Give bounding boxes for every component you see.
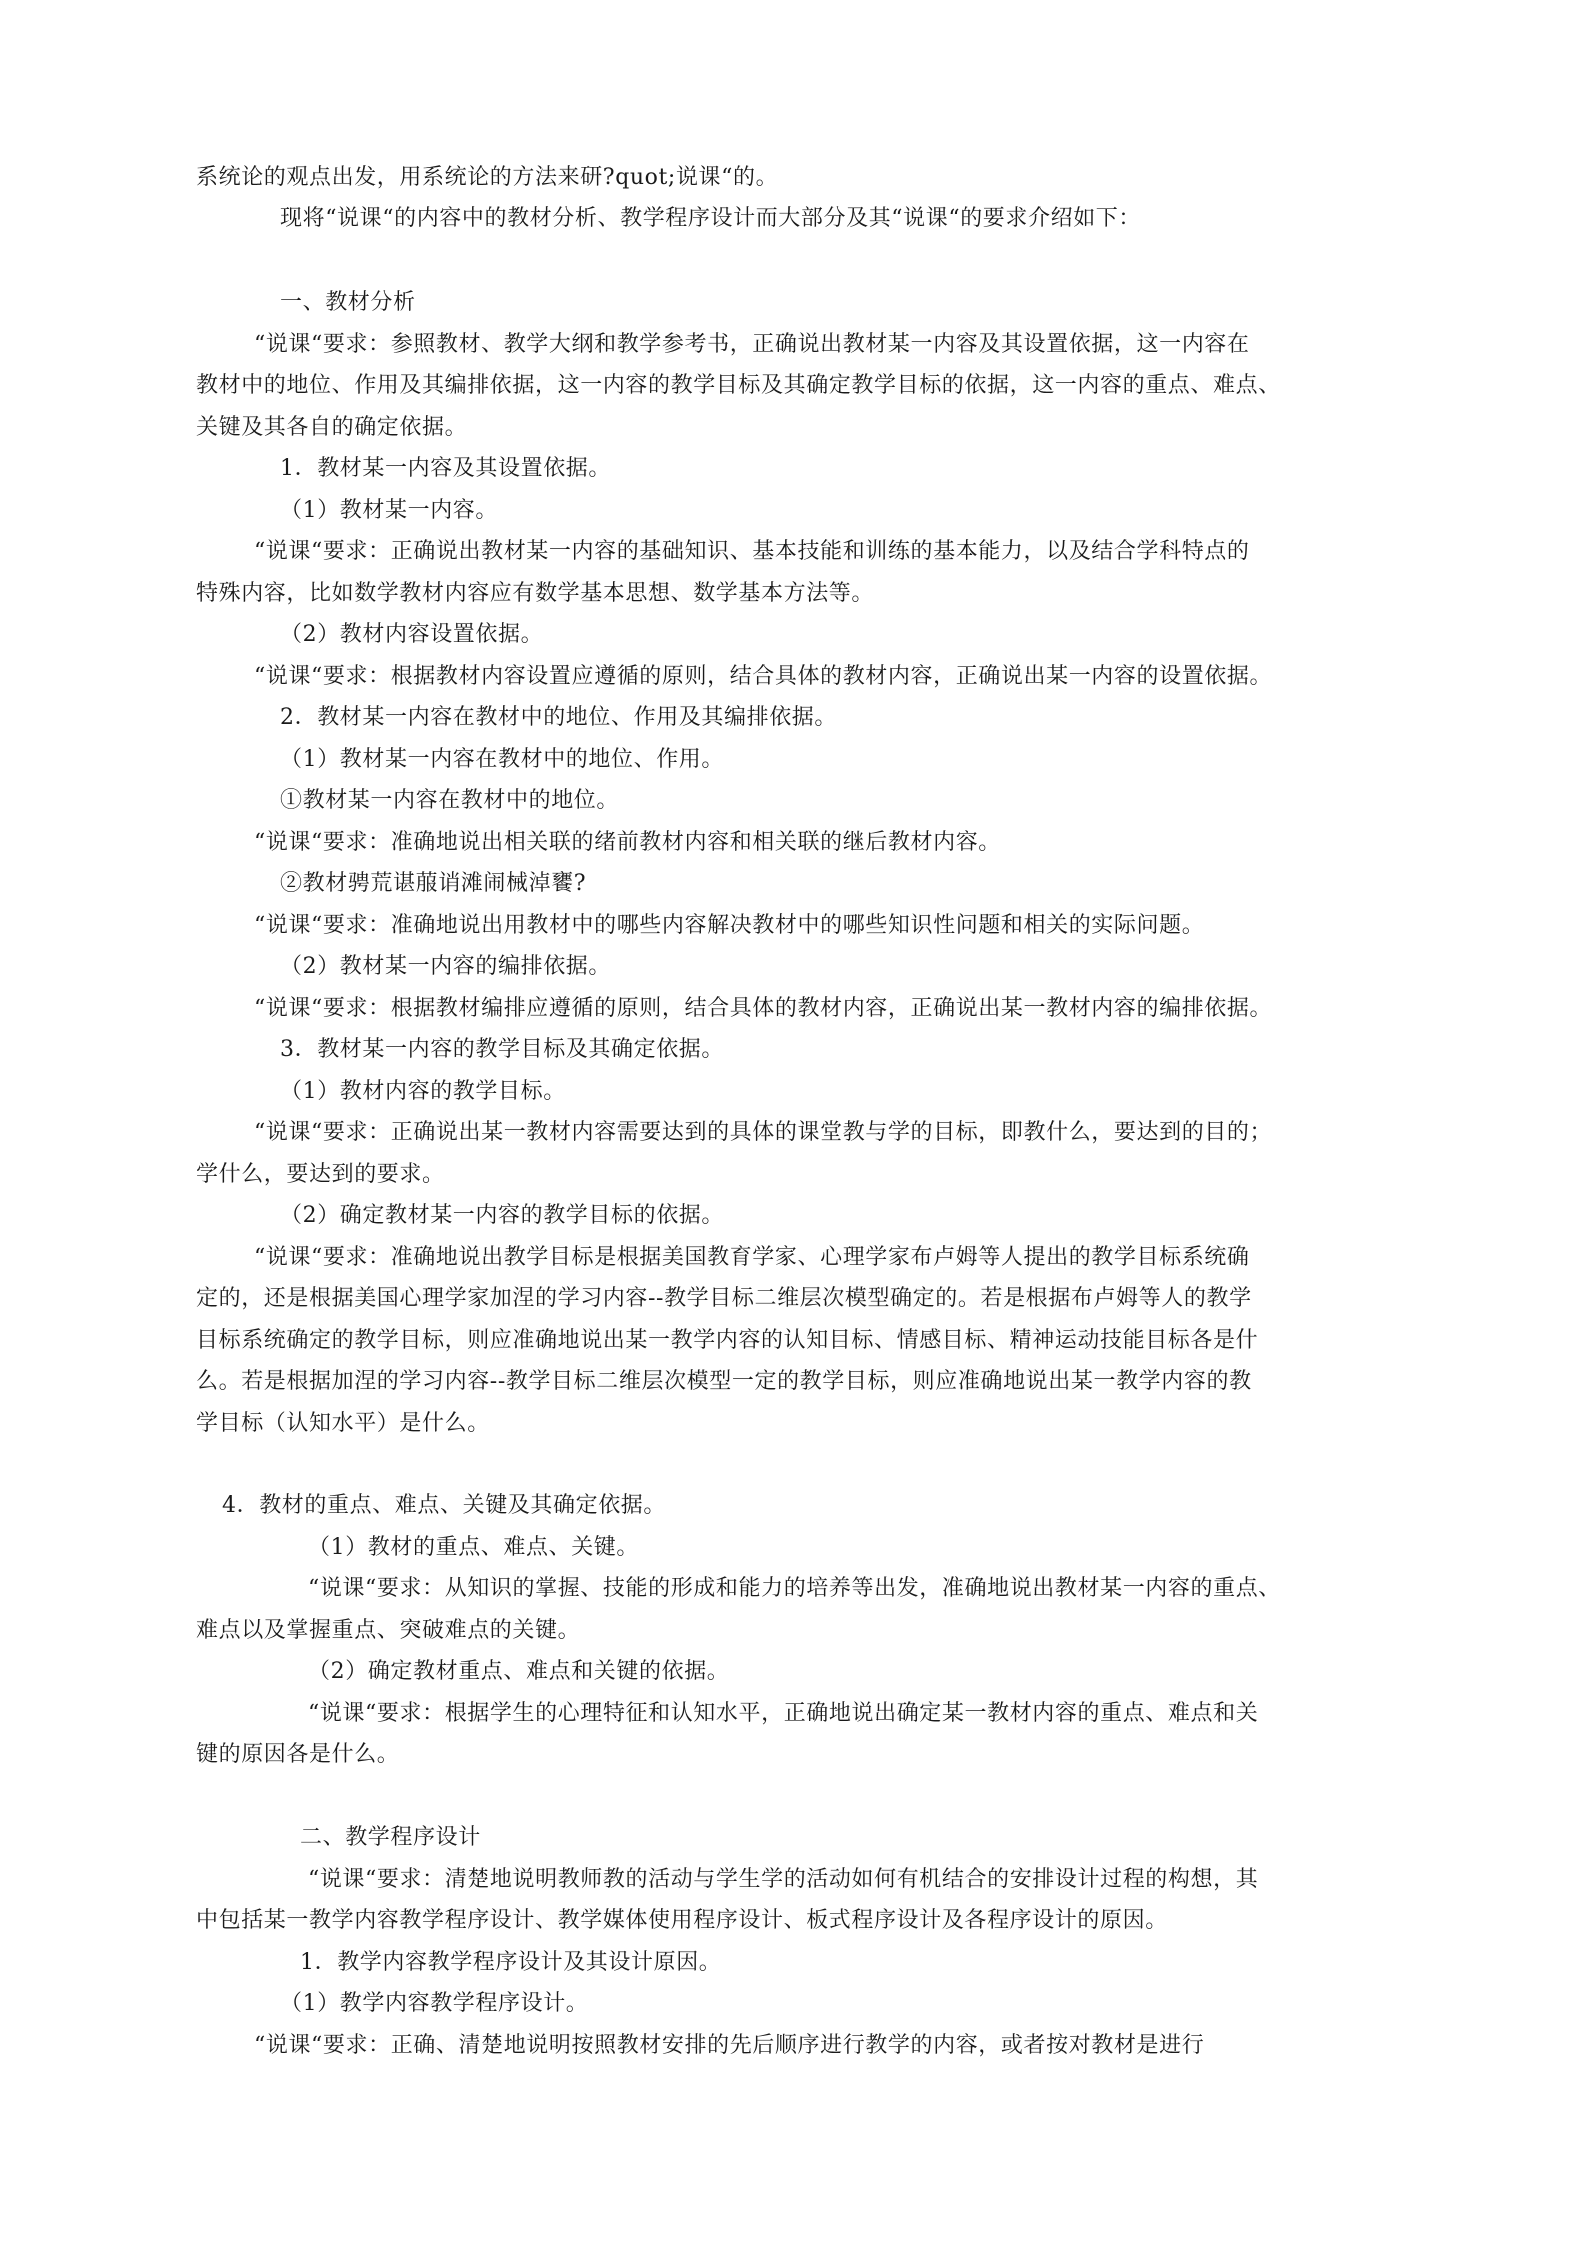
- text-line: 系统论的观点出发，用系统论的方法来研?quot;说课“的。: [196, 165, 779, 190]
- text-line: “说课“要求：正确说出某一教材内容需要达到的具体的课堂教与学的目标，即教什么，要达到的目的；: [254, 1120, 1273, 1145]
- subheading: （1）教材某一内容。: [280, 498, 498, 523]
- subheading: 1．教材某一内容及其设置依据。: [280, 456, 611, 481]
- subheading: （1）教材的重点、难点、关键。: [308, 1535, 639, 1560]
- subheading: ②教材骋荒谌菔诮滩闹械淖饔?: [280, 871, 587, 896]
- text-line: “说课“要求：准确地说出相关联的绪前教材内容和相关联的继后教材内容。: [254, 830, 1001, 855]
- subheading: （1）教材某一内容在教材中的地位、作用。: [280, 747, 724, 772]
- text-line: 定的，还是根据美国心理学家加涅的学习内容--教学目标二维层次模型确定的。若是根据布卢姆等人的教学: [196, 1286, 1252, 1311]
- subheading: （1）教材内容的教学目标。: [280, 1079, 566, 1104]
- subheading: 4．教材的重点、难点、关键及其确定依据。: [222, 1493, 666, 1518]
- text-line: 关键及其各自的确定依据。: [196, 415, 468, 440]
- text-line: “说课“要求：准确地说出用教材中的哪些内容解决教材中的哪些知识性问题和相关的实际问题。: [254, 913, 1205, 938]
- text-line: 特殊内容，比如数学教材内容应有数学基本思想、数学基本方法等。: [196, 581, 875, 606]
- text-line: “说课“要求：参照教材、教学大纲和教学参考书，正确说出教材某一内容及其设置依据，这一内容在: [254, 332, 1250, 357]
- subheading: 3．教材某一内容的教学目标及其确定依据。: [280, 1037, 724, 1062]
- text-line: 难点以及掌握重点、突破难点的关键。: [196, 1618, 581, 1643]
- text-line: “说课“要求：准确地说出教学目标是根据美国教育学家、心理学家布卢姆等人提出的教学目标系统确: [254, 1245, 1250, 1270]
- subheading: （1）教学内容教学程序设计。: [280, 1991, 589, 2016]
- text-line: “说课“要求：根据教材编排应遵循的原则，结合具体的教材内容，正确说出某一教材内容的编排依据。: [254, 996, 1273, 1021]
- text-line: 目标系统确定的教学目标，则应准确地说出某一教学内容的认知目标、情感目标、精神运动技能目标各是什: [196, 1328, 1259, 1353]
- subheading: （2）教材内容设置依据。: [280, 622, 544, 647]
- text-line: 学目标（认知水平）是什么。: [196, 1411, 490, 1436]
- section-heading: 二、教学程序设计: [300, 1825, 481, 1850]
- subheading: （2）教材某一内容的编排依据。: [280, 954, 611, 979]
- text-line: “说课“要求：正确、清楚地说明按照教材安排的先后顺序进行教学的内容，或者按对教材是进行: [254, 2033, 1205, 2058]
- text-line: 学什么，要达到的要求。: [196, 1162, 445, 1187]
- text-line: 教材中的地位、作用及其编排依据，这一内容的教学目标及其确定教学目标的依据，这一内容的重点、难点、: [196, 373, 1281, 398]
- text-line: 现将“说课“的内容中的教材分析、教学程序设计而大部分及其“说课“的要求介绍如下：: [280, 206, 1141, 231]
- subheading: 2．教材某一内容在教材中的地位、作用及其编排依据。: [280, 705, 837, 730]
- text-line: “说课“要求：正确说出教材某一内容的基础知识、基本技能和训练的基本能力，以及结合学科特点的: [254, 539, 1250, 564]
- text-line: “说课“要求：从知识的掌握、技能的形成和能力的培养等出发，准确地说出教材某一内容的重点、: [308, 1576, 1281, 1601]
- text-line: 键的原因各是什么。: [196, 1742, 400, 1767]
- subheading: （2）确定教材某一内容的教学目标的依据。: [280, 1203, 724, 1228]
- text-line: 么。若是根据加涅的学习内容--教学目标二维层次模型一定的教学目标，则应准确地说出某一教学内容的教: [196, 1369, 1252, 1394]
- text-line: 中包括某一教学内容教学程序设计、教学媒体使用程序设计、板式程序设计及各程序设计的原因。: [196, 1908, 1168, 1933]
- subheading: 1．教学内容教学程序设计及其设计原因。: [300, 1950, 722, 1975]
- text-line: “说课“要求：清楚地说明教师教的活动与学生学的活动如何有机结合的安排设计过程的构想，其: [308, 1867, 1259, 1892]
- subheading: ①教材某一内容在教材中的地位。: [280, 788, 620, 813]
- subheading: （2）确定教材重点、难点和关键的依据。: [308, 1659, 730, 1684]
- text-line: “说课“要求：根据学生的心理特征和认知水平，正确地说出确定某一教材内容的重点、难点和关: [308, 1701, 1259, 1726]
- section-heading: 一、教材分析: [280, 290, 416, 315]
- text-line: “说课“要求：根据教材内容设置应遵循的原则，结合具体的教材内容，正确说出某一内容的设置依据。: [254, 664, 1273, 689]
